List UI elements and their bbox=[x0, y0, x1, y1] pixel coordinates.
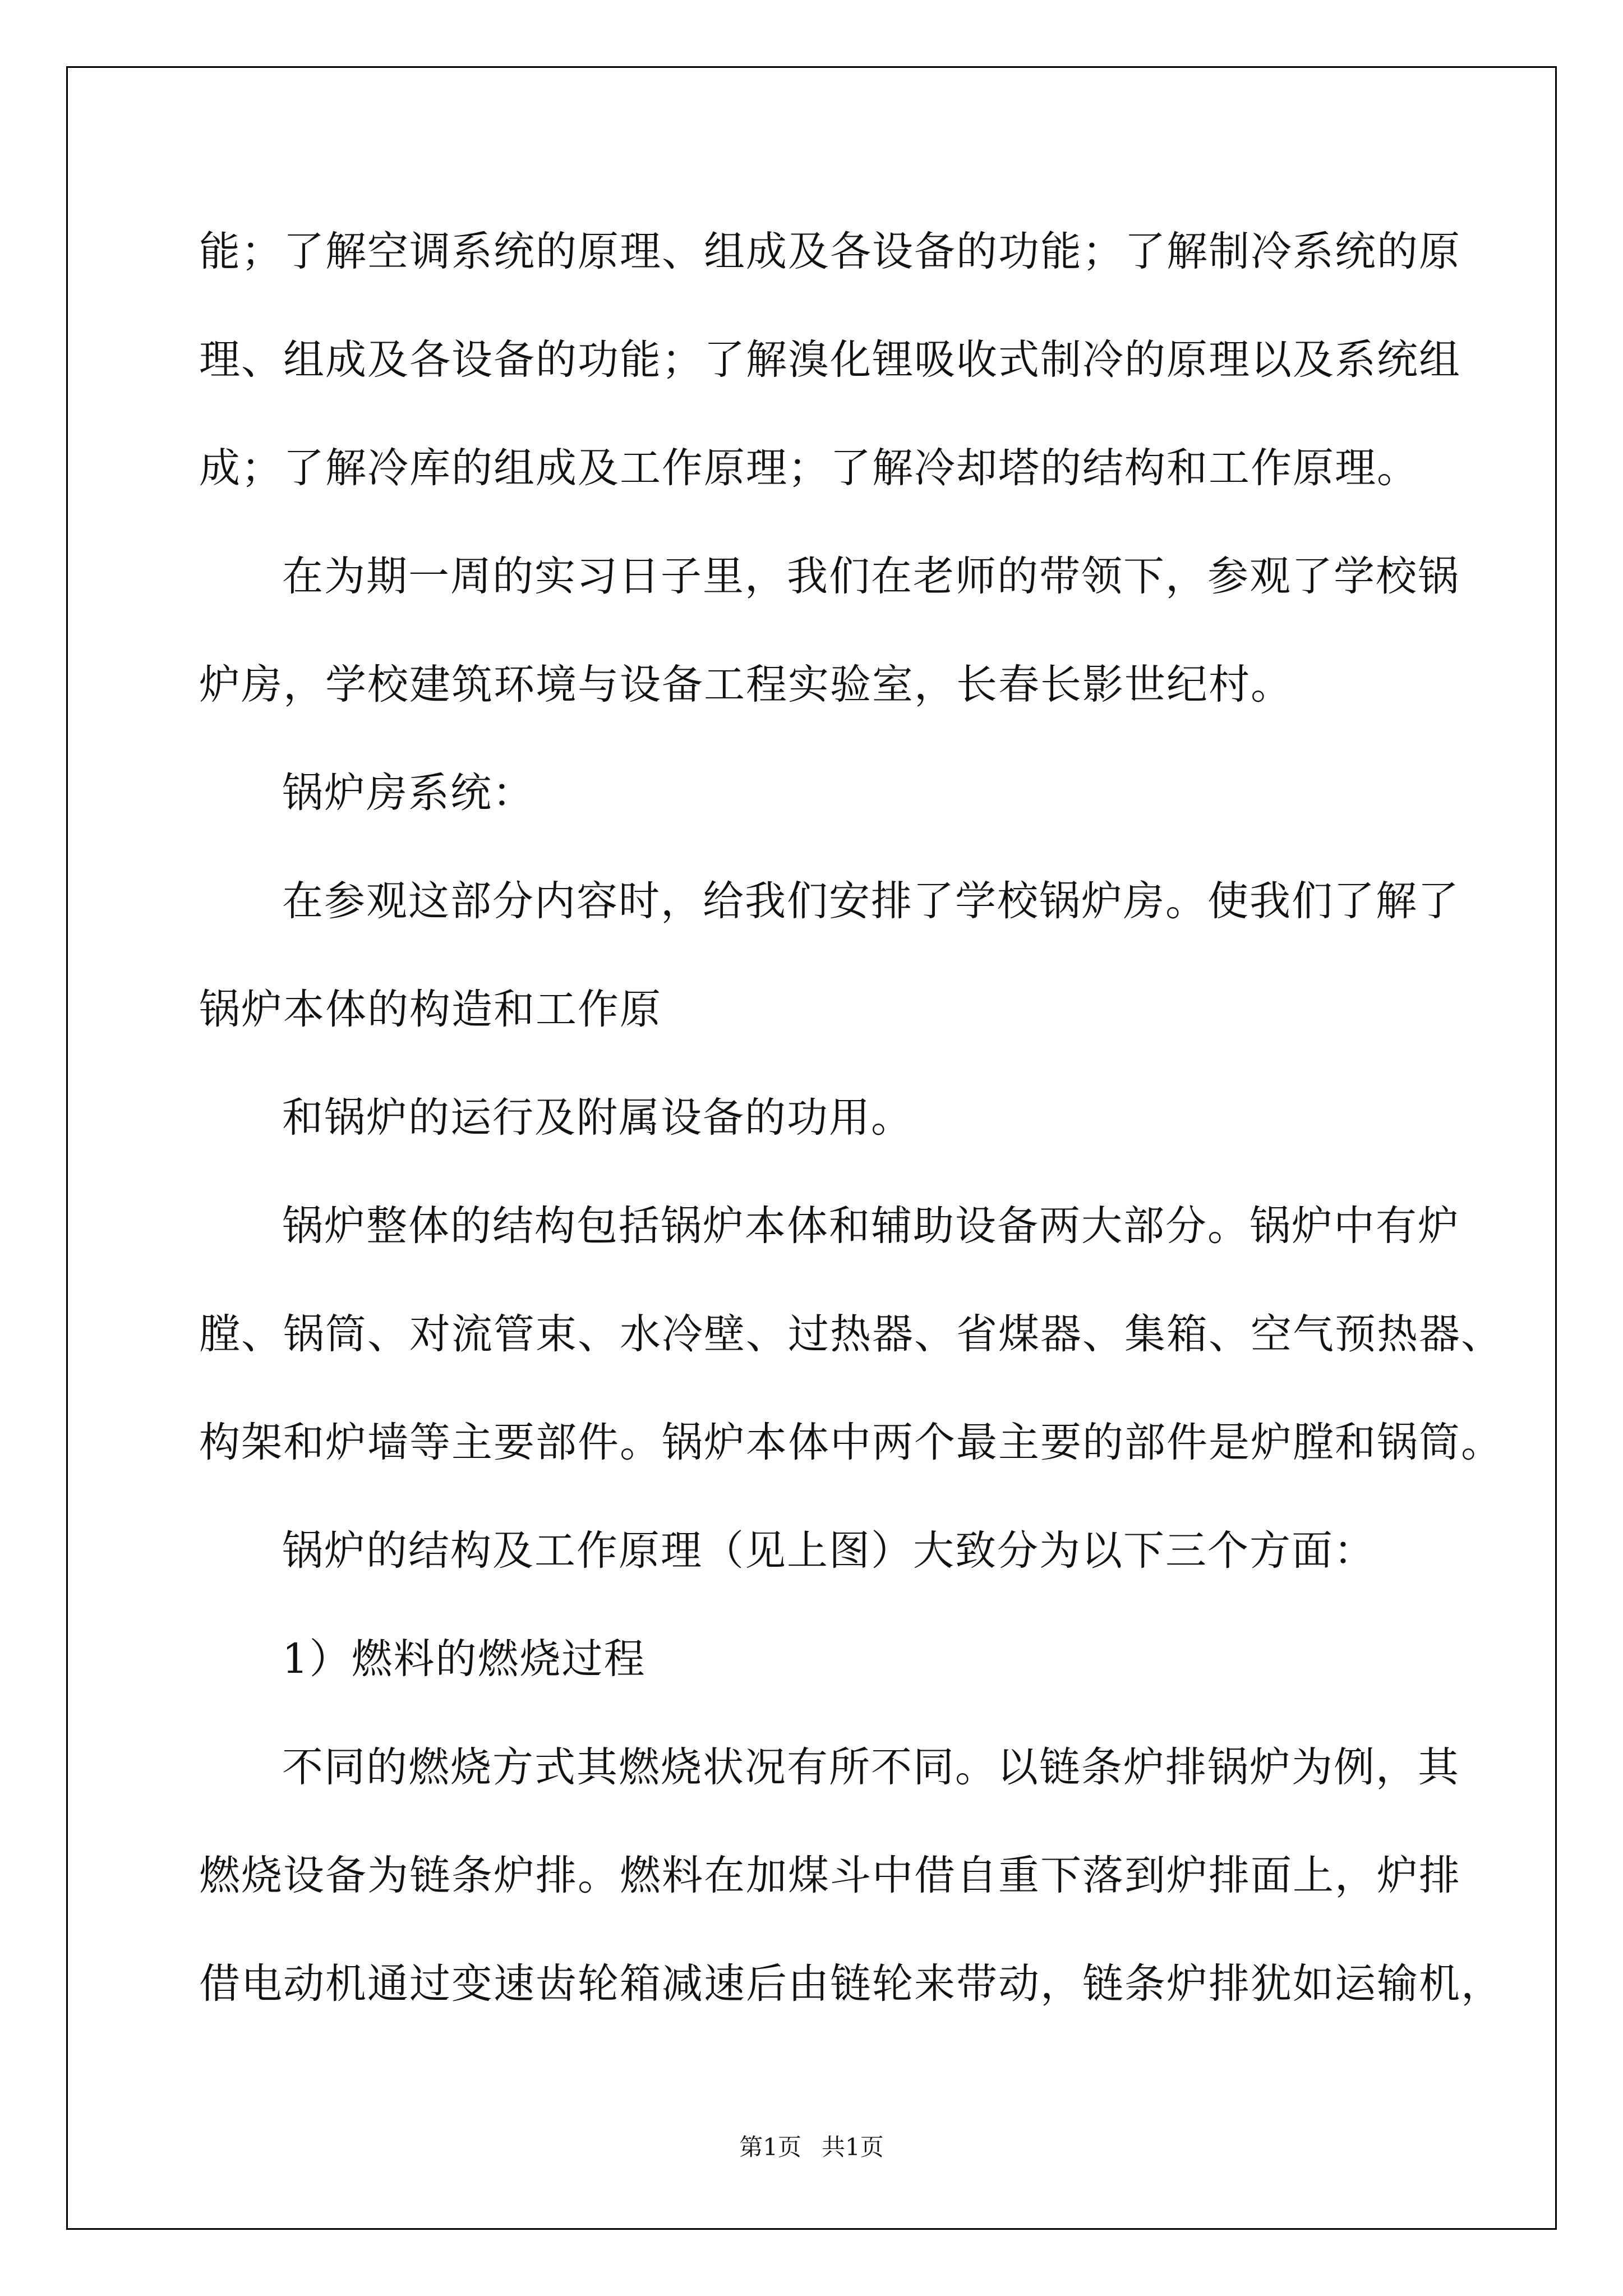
page-total: 共1页 bbox=[822, 2133, 884, 2161]
text-line: 构架和炉墙等主要部件。锅炉本体中两个最主要的部件是炉膛和锅筒。 bbox=[199, 1419, 1503, 1466]
page-border bbox=[66, 66, 1557, 2230]
text-line: 燃烧设备为链条炉排。燃料在加煤斗中借自重下落到炉排面上，炉排 bbox=[199, 1852, 1461, 1899]
text-line: 借电动机通过变速齿轮箱减速后由链轮来带动，链条炉排犹如运输机， bbox=[199, 1960, 1503, 2008]
paragraph-start: 在参观这部分内容时，给我们安排了学校锅炉房。使我们了解了 bbox=[282, 877, 1460, 925]
paragraph-start: 在为期一周的实习日子里，我们在老师的带领下，参观了学校锅 bbox=[282, 553, 1460, 600]
list-item-heading: 1）燃料的燃烧过程 bbox=[282, 1635, 646, 1683]
text-line: 成；了解冷库的组成及工作原理；了解冷却塔的结构和工作原理。 bbox=[199, 444, 1419, 492]
page-number: 第1页 bbox=[739, 2133, 801, 2161]
section-heading: 锅炉房系统： bbox=[282, 769, 534, 817]
text-line: 理、组成及各设备的功能；了解溴化锂吸收式制冷的原理以及系统组 bbox=[199, 336, 1461, 384]
paragraph-start: 不同的燃烧方式其燃烧状况有所不同。以链条炉排锅炉为例，其 bbox=[282, 1743, 1460, 1791]
text-line: 炉房，学校建筑环境与设备工程实验室，长春长影世纪村。 bbox=[199, 661, 1293, 708]
text-line: 锅炉本体的构造和工作原 bbox=[199, 986, 662, 1033]
paragraph-start: 锅炉的结构及工作原理（见上图）大致分为以下三个方面： bbox=[282, 1527, 1376, 1575]
paragraph-start: 和锅炉的运行及附属设备的功用。 bbox=[282, 1094, 913, 1142]
text-line: 能；了解空调系统的原理、组成及各设备的功能；了解制冷系统的原 bbox=[199, 228, 1461, 275]
page-footer bbox=[0, 2133, 1623, 2161]
text-line: 膛、锅筒、对流管束、水冷壁、过热器、省煤器、集箱、空气预热器、 bbox=[199, 1310, 1503, 1358]
paragraph-start: 锅炉整体的结构包括锅炉本体和辅助设备两大部分。锅炉中有炉 bbox=[282, 1202, 1460, 1250]
